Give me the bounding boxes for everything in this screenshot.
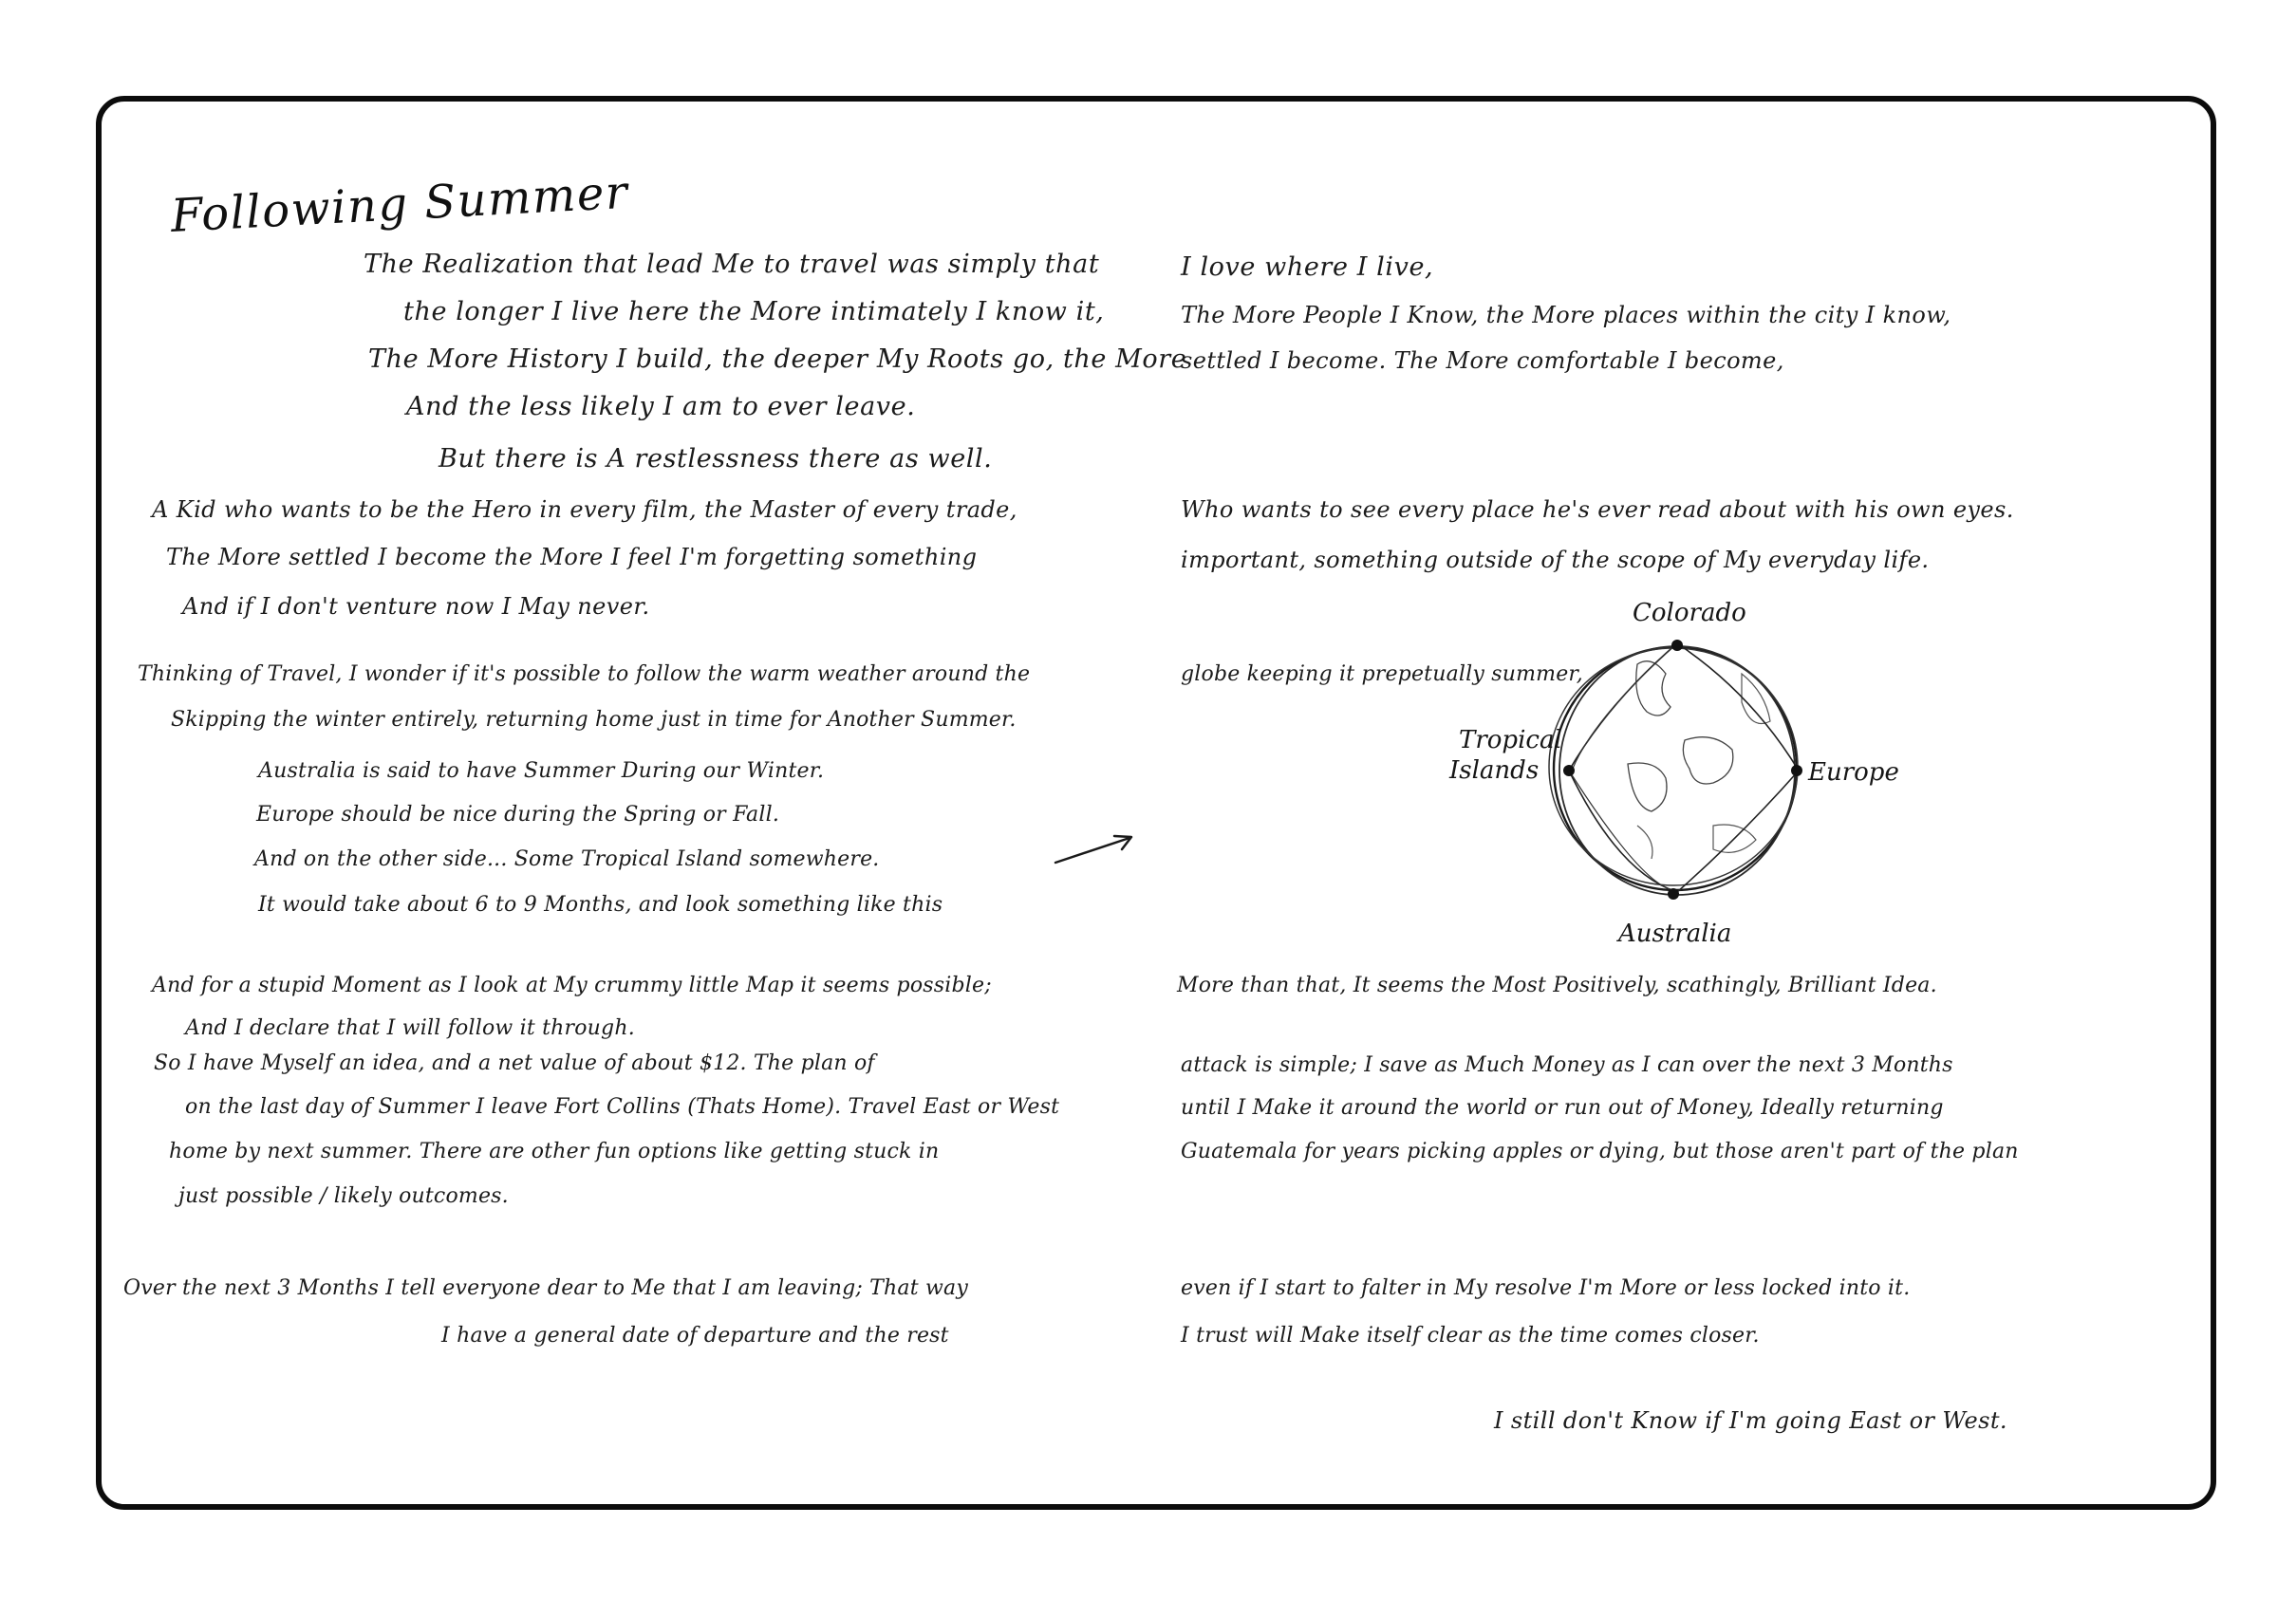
right-line-10: Guatemala for years picking apples or dying, but those aren't part of the plan xyxy=(1181,1140,2019,1163)
map-label-right: Europe xyxy=(1808,758,1899,787)
right-line-13: I still don't Know if I'm going East or West. xyxy=(1494,1407,2007,1434)
left-line-5: But there is A restlessness there as well. xyxy=(439,444,993,474)
right-line-3: settled I become. The More comfortable I become, xyxy=(1181,347,1784,374)
left-line-21: Over the next 3 Months I tell everyone dear to Me that I am leaving; That way xyxy=(123,1276,968,1300)
left-line-13: And on the other side... Some Tropical Island somewhere. xyxy=(254,847,880,871)
map-label-left-2: Islands xyxy=(1449,756,1540,785)
right-arrow-icon xyxy=(1052,830,1137,868)
left-line-14: It would take about 6 to 9 Months, and look something like this xyxy=(258,893,943,917)
map-label-top: Colorado xyxy=(1633,599,1746,627)
right-line-1: I love where I live, xyxy=(1181,252,1434,282)
globe-sketch xyxy=(1428,588,1899,949)
left-line-20: just possible / likely outcomes. xyxy=(178,1184,509,1208)
left-line-7: The More settled I become the More I feel I'm forgetting something xyxy=(166,544,978,570)
left-line-6: A Kid who wants to be the Hero in every film, the Master of every trade, xyxy=(152,496,1017,523)
left-line-8: And if I don't venture now I May never. xyxy=(182,593,650,620)
left-line-10: Skipping the winter entirely, returning home just in time for Another Summer. xyxy=(171,708,1017,732)
left-line-17: So I have Myself an idea, and a net value of about $12. The plan of xyxy=(154,1051,875,1075)
right-line-11: even if I start to falter in My resolve I'm More or less locked into it. xyxy=(1181,1276,1911,1300)
map-label-bottom: Australia xyxy=(1618,920,1732,948)
left-line-4: And the less likely I am to ever leave. xyxy=(406,392,916,421)
right-line-2: The More People I Know, the More places within the city I know, xyxy=(1181,302,1951,328)
right-line-5: important, something outside of the scope of My everyday life. xyxy=(1181,547,1930,573)
right-line-6: globe keeping it prepetually summer, xyxy=(1181,662,1583,686)
left-line-16: And I declare that I will follow it through. xyxy=(185,1016,635,1040)
left-line-22: I have a general date of departure and the rest xyxy=(441,1324,949,1348)
right-line-9: until I Make it around the world or run out of Money, Ideally returning xyxy=(1181,1096,1944,1120)
left-line-3: The More History I build, the deeper My Roots go, the More xyxy=(368,344,1187,374)
left-line-19: home by next summer. There are other fun options like getting stuck in xyxy=(169,1140,940,1163)
left-line-18: on the last day of Summer I leave Fort Collins (Thats Home). Travel East or West xyxy=(185,1095,1060,1119)
right-line-12: I trust will Make itself clear as the time comes closer. xyxy=(1181,1324,1760,1348)
left-line-11: Australia is said to have Summer During our Winter. xyxy=(258,759,825,783)
page-title: Following Summer xyxy=(169,165,630,243)
left-line-15: And for a stupid Moment as I look at My crummy little Map it seems possible; xyxy=(152,974,992,997)
right-line-7: More than that, It seems the Most Positively, scathingly, Brilliant Idea. xyxy=(1177,974,1937,997)
left-line-1: The Realization that lead Me to travel was simply that xyxy=(364,250,1100,279)
map-label-left-1: Tropical xyxy=(1459,726,1562,754)
left-line-2: the longer I live here the More intimately I know it, xyxy=(403,297,1105,326)
left-line-9: Thinking of Travel, I wonder if it's possible to follow the warm weather around the xyxy=(138,662,1031,686)
left-line-12: Europe should be nice during the Spring or Fall. xyxy=(256,803,780,827)
right-line-8: attack is simple; I save as Much Money as I can over the next 3 Months xyxy=(1181,1053,1953,1077)
right-line-4: Who wants to see every place he's ever read about with his own eyes. xyxy=(1181,496,2014,523)
